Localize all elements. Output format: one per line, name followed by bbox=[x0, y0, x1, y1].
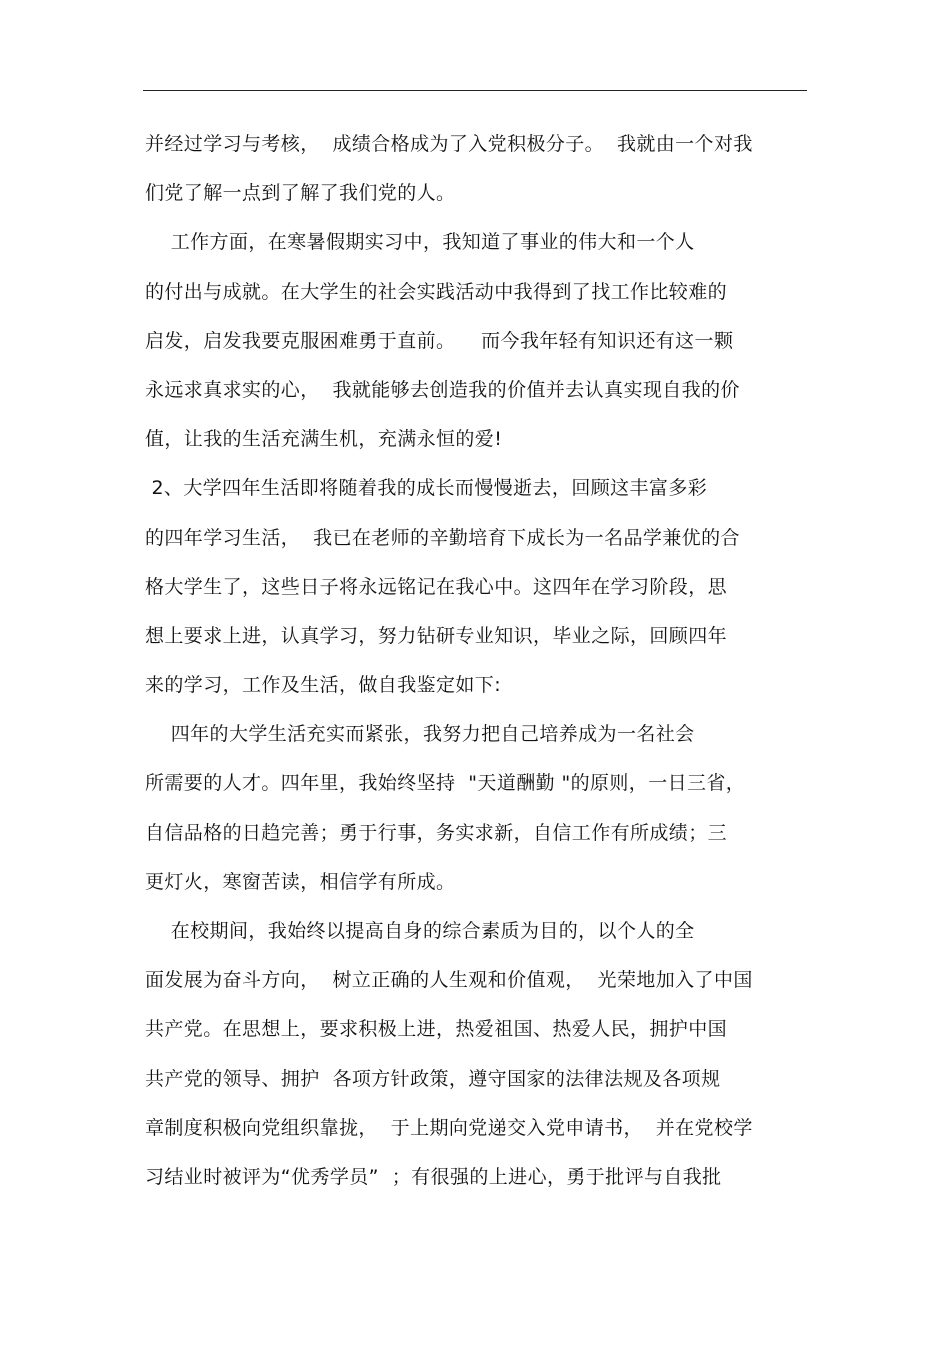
text-line: 习结业时被评为“优秀学员” ；有很强的上进心，勇于批评与自我批 bbox=[145, 1165, 722, 1188]
text-line: 们党了解一点到了解了我们党的人。 bbox=[145, 182, 456, 205]
text-line: 想上要求上进，认真学习，努力钻研专业知识，毕业之际，回顾四年 bbox=[145, 624, 728, 647]
body-text bbox=[145, 120, 825, 1202]
text-line: 并经过学习与考核， 成绩合格成为了入党积极分子。 我就由一个对我 bbox=[145, 133, 753, 155]
text-line: 工作方面，在寒暑假期实习中，我知道了事业的伟大和一个人 bbox=[145, 231, 695, 254]
text-line: 来的学习，工作及生活，做自我鉴定如下: bbox=[145, 674, 502, 697]
text-line: 共产党的领导、拥护 各项方针政策，遵守国家的法律法规及各项规 bbox=[145, 1067, 721, 1090]
text-line: 所需要的人才。四年里，我始终坚持 "天道酬勤 "的原则，一日三省， bbox=[145, 772, 746, 795]
text-line: 在校期间，我始终以提高自身的综合素质为目的，以个人的全 bbox=[145, 920, 695, 942]
text-line: 2、大学四年生活即将随着我的成长而慢慢逝去，回顾这丰富多彩 bbox=[145, 477, 708, 500]
text-line: 自信品格的日趋完善；勇于行事，务实求新，自信工作有所成绩；三 bbox=[145, 821, 728, 844]
text-line: 启发，启发我要克服困难勇于直前。 而今我年轻有知识还有这一颗 bbox=[145, 329, 734, 352]
header-rule bbox=[143, 90, 807, 91]
text-line: 值，让我的生活充满生机，充满永恒的爱! bbox=[145, 428, 503, 451]
text-line: 永远求真求实的心， 我就能够去创造我的价值并去认真实现自我的价 bbox=[145, 378, 740, 401]
text-line: 的付出与成就。在大学生的社会实践活动中我得到了找工作比较难的 bbox=[145, 280, 728, 303]
text-line: 更灯火，寒窗苦读，相信学有所成。 bbox=[145, 870, 456, 893]
text-line: 格大学生了，这些日子将永远铭记在我心中。这四年在学习阶段，思 bbox=[145, 575, 728, 598]
text-line: 共产党。在思想上，要求积极上进，热爱祖国、热爱人民，拥护中国 bbox=[145, 1018, 728, 1041]
text-line: 的四年学习生活， 我已在老师的辛勤培育下成长为一名品学兼优的合 bbox=[145, 526, 740, 549]
text-line: 章制度积极向党组织靠拢， 于上期向党递交入党申请书， 并在党校学 bbox=[145, 1116, 753, 1139]
text-line: 四年的大学生活充实而紧张，我努力把自己培养成为一名社会 bbox=[145, 723, 695, 746]
text-line: 面发展为奋斗方向， 树立正确的人生观和价值观， 光荣地加入了中国 bbox=[145, 969, 753, 992]
